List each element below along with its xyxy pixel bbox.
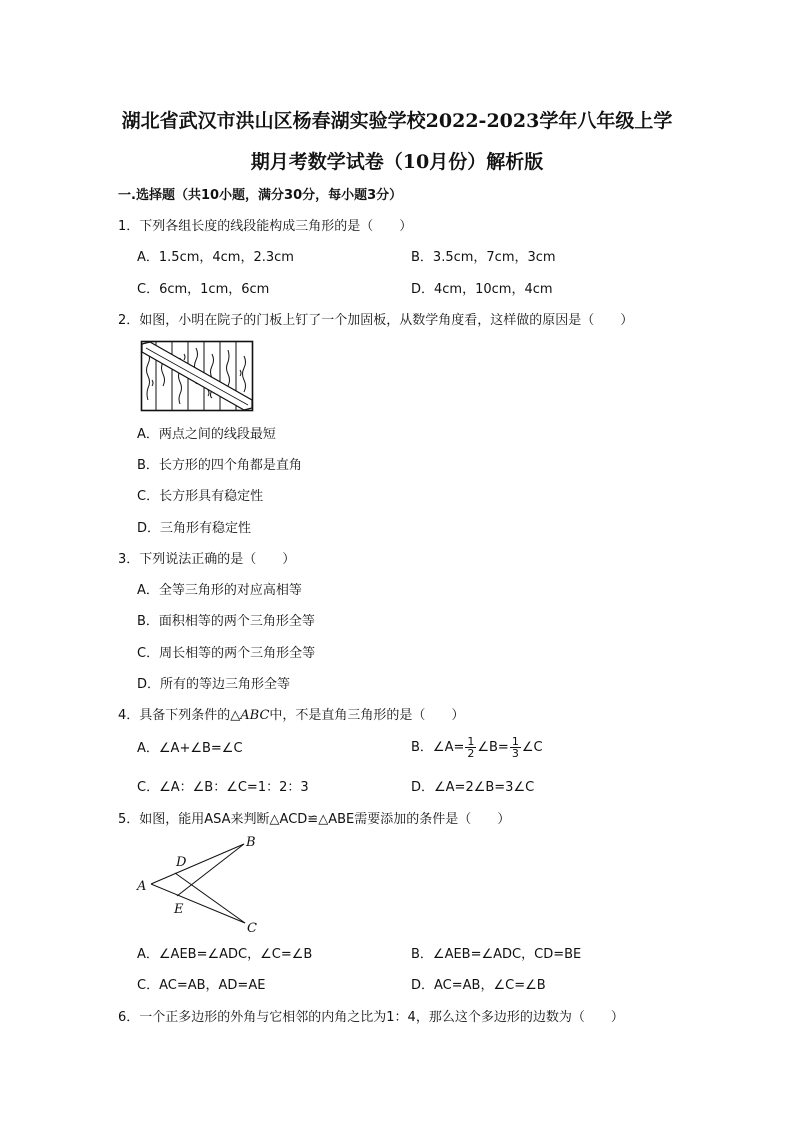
fraction-denominator: 3 xyxy=(511,747,519,760)
q3-option-b: B．面积相等的两个三角形全等 xyxy=(137,614,315,629)
q1-option-c: C．6cm，1cm，6cm xyxy=(137,282,270,297)
q4-stem-suffix: 中，不是直角三角形的是（ ） xyxy=(269,708,465,723)
q2-option-d: D．三角形有稳定性 xyxy=(137,521,252,536)
q3-option-a: A．全等三角形的对应高相等 xyxy=(137,583,302,598)
fraction-denominator: 2 xyxy=(467,747,475,760)
q4-option-b-middle: ∠B= xyxy=(477,740,509,755)
section-heading: 一.选择题（共10小题，满分30分，每小题3分） xyxy=(118,188,403,203)
q1-option-a: A．1.5cm，4cm，2.3cm xyxy=(137,250,294,265)
label-b: B xyxy=(246,835,256,850)
q4-option-d: D．∠A=2∠B=3∠C xyxy=(411,780,535,795)
q4-option-a: A．∠A+∠B=∠C xyxy=(137,741,243,756)
fraction-numerator: 1 xyxy=(511,735,519,748)
q4-option-b-suffix: ∠C xyxy=(521,740,543,755)
q4-stem xyxy=(118,707,464,725)
q3-stem: 3．下列说法正确的是（ ） xyxy=(118,552,296,567)
q6-stem: 6．一个正多边形的外角与它相邻的内角之比为1：4，那么这个多边形的边数为（ ） xyxy=(118,1010,624,1025)
q2-option-b: B．长方形的四个角都是直角 xyxy=(137,458,302,473)
q4-fraction-third xyxy=(510,736,521,759)
q5-option-a: A．∠AEB=∠ADC，∠C=∠B xyxy=(137,947,313,962)
q2-option-c: C．长方形具有稳定性 xyxy=(137,489,264,504)
q4-stem-variable: ABC xyxy=(240,708,270,723)
door-board-figure xyxy=(140,340,254,412)
q2-option-a: A．两点之间的线段最短 xyxy=(137,427,276,442)
triangle-figure xyxy=(132,834,264,936)
q1-option-d: D．4cm，10cm，4cm xyxy=(411,282,553,297)
q2-stem: 2．如图，小明在院子的门板上钉了一个加固板，从数学角度看，这样做的原因是（ ） xyxy=(118,313,634,328)
doc-title-line2: 期月考数学试卷（10月份）解析版 xyxy=(250,151,544,173)
label-a: A xyxy=(137,879,147,894)
q4-fraction-half xyxy=(465,736,476,759)
q5-option-b: B．∠AEB=∠ADC，CD=BE xyxy=(411,947,582,962)
q5-option-d: D．AC=AB，∠C=∠B xyxy=(411,978,546,993)
label-c: C xyxy=(247,921,257,936)
q5-option-c: C．AC=AB，AD=AE xyxy=(137,978,266,993)
q3-option-d: D．所有的等边三角形全等 xyxy=(137,677,291,692)
q1-stem: 1．下列各组长度的线段能构成三角形的是（ ） xyxy=(118,219,413,234)
fraction-numerator: 1 xyxy=(467,735,475,748)
q5-stem: 5．如图，能用ASA来判断△ACD≌△ABE需要添加的条件是（ ） xyxy=(118,812,511,827)
q4-option-c: C．∠A：∠B：∠C=1：2：3 xyxy=(137,780,309,795)
q3-option-c: C．周长相等的两个三角形全等 xyxy=(137,646,316,661)
q1-option-b: B．3.5cm，7cm，3cm xyxy=(411,250,556,265)
label-e: E xyxy=(174,902,184,917)
q4-option-b xyxy=(411,733,543,763)
label-d: D xyxy=(176,855,187,870)
q4-stem-prefix: 4．具备下列条件的△ xyxy=(118,708,241,723)
doc-title-line1: 湖北省武汉市洪山区杨春湖实验学校2022-2023学年八年级上学 xyxy=(121,110,673,132)
q4-option-b-prefix: B．∠A= xyxy=(411,740,465,755)
